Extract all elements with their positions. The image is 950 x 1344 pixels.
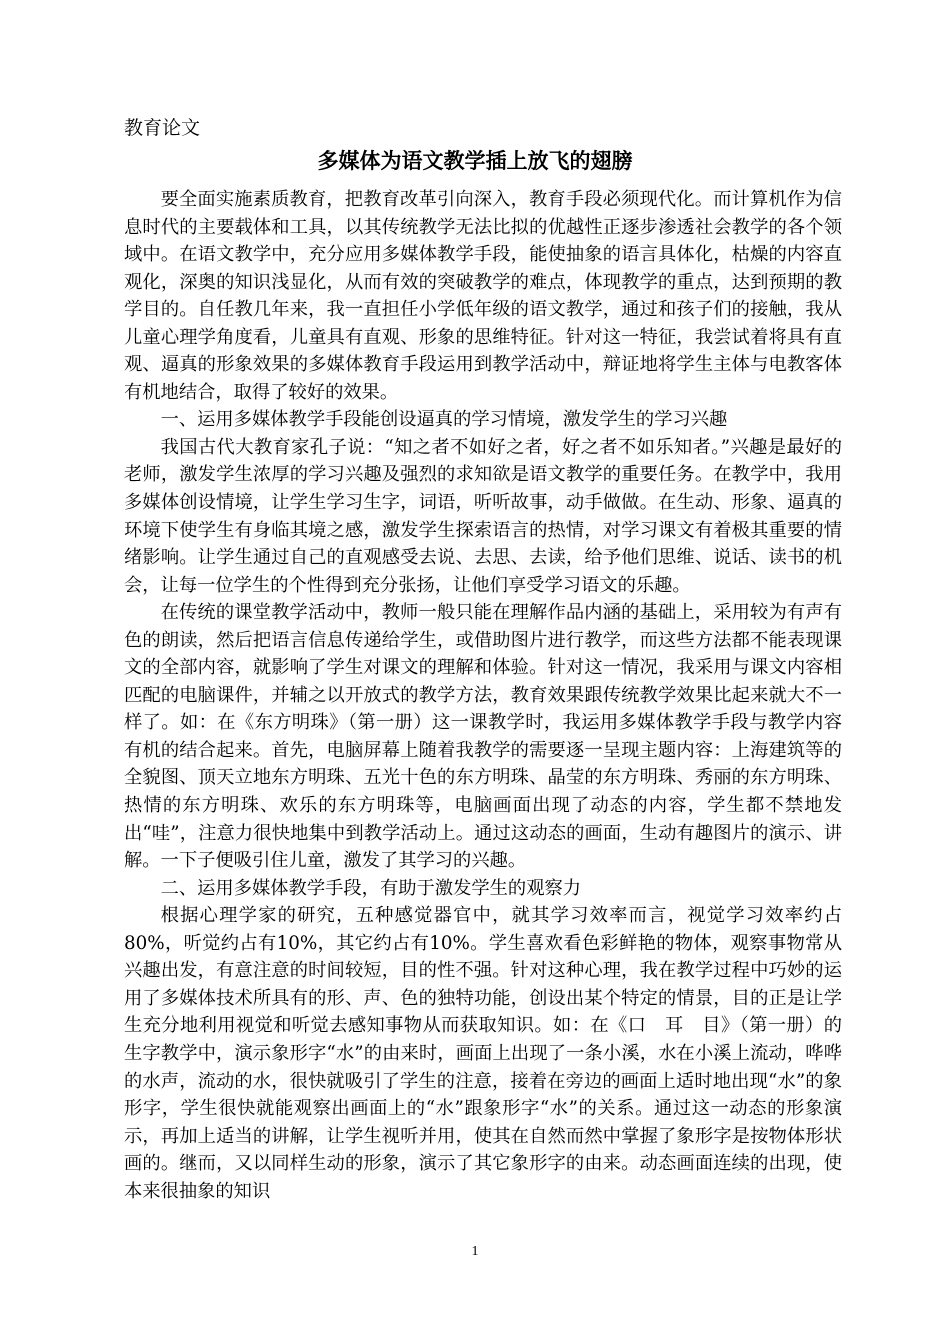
document-title: 多媒体为语文教学插上放飞的翅膀 xyxy=(317,148,633,173)
document-body xyxy=(124,186,842,1205)
page-number: 1 xyxy=(471,1244,479,1259)
section-heading-1: 一、运用多媒体教学手段能创设逼真的学习情境，激发学生的学习兴趣 xyxy=(160,409,728,431)
paragraph: 根据心理学家的研究，五种感觉器官中，就其学习效率而言，视觉学习效率约占80%，听觉约占有10%，其它约占有10%。学生喜欢看色彩鲜艳的物体，观察事物常从兴趣出发，有意注意的时间较短，目的性不强。针对这种心理，我在教学过程中巧妙的运用了多媒体技术所具有的形、声、色的独特功能，创设出某个特定的情景，目的正是让学生充分地利用视觉和听觉去感知事物从而获取知识。如：在《口 耳 目》（第一册）的生字教学中，演示象形字“水”的由来时，画面上出现了一条小溪，水在小溪上流动，哗哗的水声，流动的水，很快就吸引了学生的注意，接着在旁边的画面上适时地出现“水”的象形字，学生很快就能观察出画面上的“水”跟象形字“水”的关系。通过这一动态的形象演示，再加上适当的讲解，让学生视听并用，使其在自然而然中掌握了象形字是按物体形状画的。继而，又以同样生动的形象，演示了其它象形字的由来。动态画面连续的出现，使本来很抽象的知识 xyxy=(124,905,842,1202)
paragraph-intro: 要全面实施素质教育，把教育改革引向深入，教育手段必须现代化。而计算机作为信息时代的主要载体和工具，以其传统教学无法比拟的优越性正逐步渗透社会教学的各个领域中。在语文教学中，充分应用多媒体教学手段，能使抽象的语言具体化，枯燥的内容直观化，深奥的知识浅显化，从而有效的突破教学的难点，体现教学的重点，达到预期的教学目的。自任教几年来，我一直担任小学低年级的语文教学，通过和孩子们的接触，我从儿童心理学角度看，儿童具有直观、形象的思维特征。针对这一特征，我尝试着将具有直观、逼真的形象效果的多媒体教育手段运用到教学活动中，辩证地将学生主体与电教客体有机地结合，取得了较好的效果。 xyxy=(124,189,842,403)
section-heading-2: 二、运用多媒体教学手段，有助于激发学生的观察力 xyxy=(160,877,582,899)
paragraph: 在传统的课堂教学活动中，教师一般只能在理解作品内涵的基础上，采用较为有声有色的朗读，然后把语言信息传递给学生，或借助图片进行教学，而这些方法都不能表现课文的全部内容，就影响了学生对课文的理解和体验。针对这一情况，我采用与课文内容相匹配的电脑课件，并辅之以开放式的教学方法，教育效果跟传统教学效果比起来就大不一样了。如：在《东方明珠》（第一册）这一课教学时，我运用多媒体教学手段与教学内容有机的结合起来。首先，电脑屏幕上随着我教学的需要逐一呈现主题内容：上海建筑等的全貌图、顶天立地东方明珠、五光十色的东方明珠、晶莹的东方明珠、秀丽的东方明珠、热情的东方明珠、欢乐的东方明珠等，电脑画面出现了动态的内容，学生都不禁地发出“哇”，注意力很快地集中到教学活动上。通过这动态的画面，生动有趣图片的演示、讲解。一下子便吸引住儿童，激发了其学习的兴趣。 xyxy=(124,602,842,872)
document-category: 教育论文 xyxy=(124,117,201,139)
paragraph: 我国古代大教育家孔子说：“知之者不如好之者，好之者不如乐知者。”兴趣是最好的老师，激发学生浓厚的学习兴趣及强烈的求知欲是语文教学的重要任务。在教学中，我用多媒体创设情境，让学生学习生字，词语，听听故事，动手做做。在生动、形象、逼真的环境下使学生有身临其境之感，激发学生探索语言的热情，对学习课文有着极其重要的情绪影响。让学生通过自己的直观感受去说、去思、去读，给予他们思维、说话、读书的机会，让每一位学生的个性得到充分张扬，让他们享受学习语文的乐趣。 xyxy=(124,436,842,596)
